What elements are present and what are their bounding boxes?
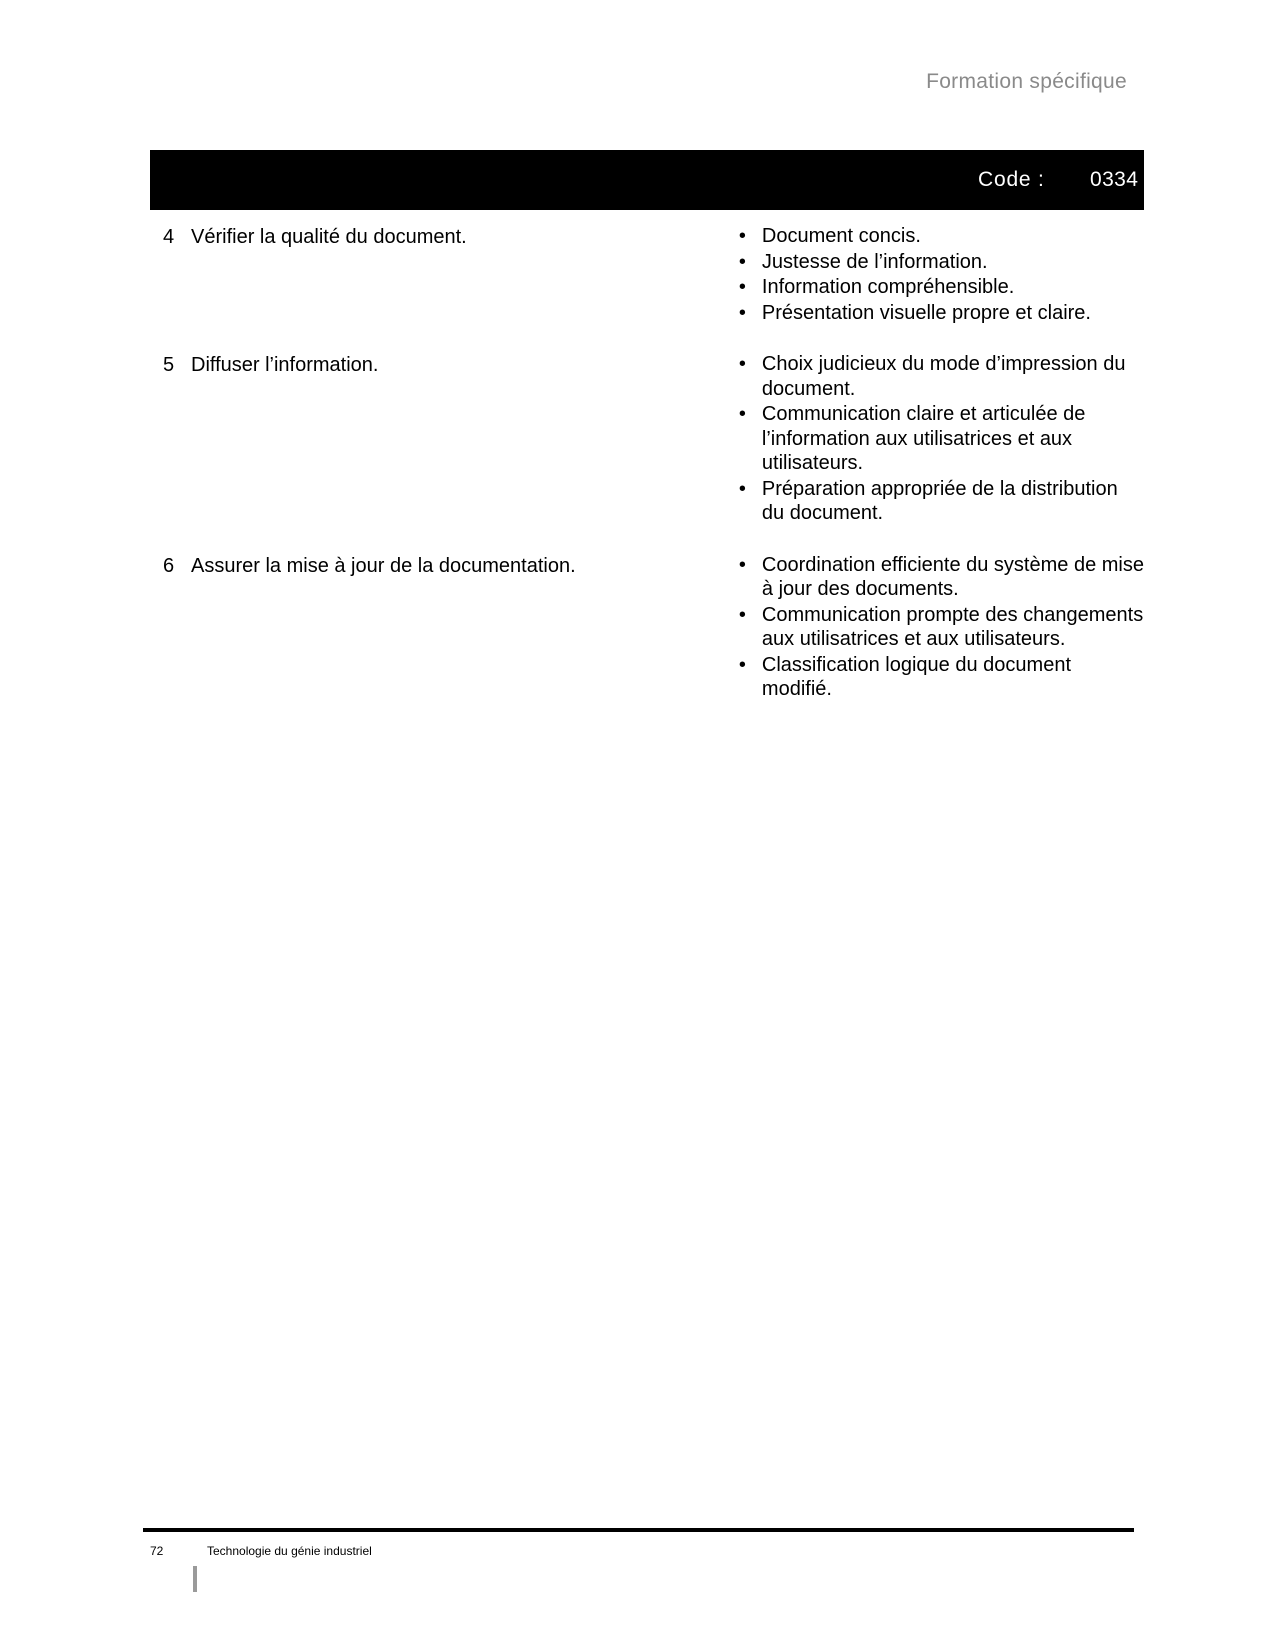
bullet-icon: • bbox=[738, 276, 746, 298]
element-cell bbox=[150, 553, 581, 703]
criteria-cell bbox=[739, 553, 1144, 703]
criterion-text: Classification logique du document modifié. bbox=[761, 653, 1071, 700]
element-number: 6 bbox=[163, 554, 175, 577]
criterion-text: Communication prompte des changements aux utilisatrices et aux utilisateurs. bbox=[761, 603, 1144, 650]
criterion-text: Préparation appropriée de la distribution du document. bbox=[761, 477, 1118, 524]
list-item bbox=[739, 653, 1144, 702]
element-text: Diffuser l’information. bbox=[191, 354, 379, 376]
criterion-text: Justesse de l’information. bbox=[761, 250, 988, 273]
criteria-list bbox=[739, 352, 1144, 526]
criterion-text: Communication claire et articulée de l’information aux utilisatrices et aux utilisateurs. bbox=[761, 403, 1086, 474]
list-item bbox=[739, 250, 1144, 275]
criteria-list bbox=[739, 553, 1144, 702]
element-number: 4 bbox=[163, 226, 175, 248]
element-text: Vérifier la qualité du document. bbox=[191, 226, 467, 248]
list-item bbox=[739, 402, 1144, 476]
competency-table bbox=[150, 224, 1144, 729]
list-item bbox=[739, 553, 1144, 602]
bullet-icon: • bbox=[738, 603, 746, 626]
bullet-icon: • bbox=[738, 653, 746, 676]
table-row bbox=[150, 553, 1144, 703]
code-label: Code : bbox=[978, 168, 1045, 191]
element-cell bbox=[150, 224, 581, 326]
table-row bbox=[150, 224, 1144, 326]
bullet-icon: • bbox=[738, 403, 746, 425]
bullet-icon: • bbox=[738, 250, 746, 273]
list-item bbox=[739, 477, 1144, 526]
list-item bbox=[739, 352, 1144, 401]
bullet-icon: • bbox=[738, 301, 746, 324]
criterion-text: Information compréhensible. bbox=[761, 276, 1015, 298]
criterion-text: Document concis. bbox=[761, 225, 921, 247]
list-item bbox=[739, 224, 1144, 249]
criterion-text: Coordination efficiente du système de mise à jour des documents. bbox=[761, 553, 1144, 600]
footer-title: Technologie du génie industriel bbox=[207, 1544, 372, 1558]
bullet-icon: • bbox=[738, 477, 746, 500]
code-value: 0334 bbox=[1090, 168, 1139, 191]
criteria-cell bbox=[739, 352, 1144, 527]
list-item bbox=[739, 603, 1144, 652]
criterion-text: Présentation visuelle propre et claire. bbox=[761, 301, 1091, 324]
bullet-icon: • bbox=[738, 353, 746, 375]
code-bar bbox=[150, 150, 1144, 210]
table-row bbox=[150, 352, 1144, 527]
element-text: Assurer la mise à jour de la documentation. bbox=[191, 554, 576, 577]
element-cell bbox=[150, 352, 581, 527]
section-label: Formation spécifique bbox=[926, 70, 1127, 93]
criteria-cell bbox=[739, 224, 1144, 326]
bullet-icon: • bbox=[738, 553, 746, 576]
list-item bbox=[739, 301, 1144, 326]
criteria-list bbox=[739, 224, 1144, 325]
footer-mark bbox=[193, 1566, 197, 1592]
bullet-icon: • bbox=[738, 225, 746, 247]
footer-rule bbox=[143, 1528, 1134, 1532]
element-number: 5 bbox=[163, 354, 175, 376]
criterion-text: Choix judicieux du mode d’impression du document. bbox=[761, 353, 1126, 400]
list-item bbox=[739, 275, 1144, 300]
page-number: 72 bbox=[150, 1544, 164, 1558]
